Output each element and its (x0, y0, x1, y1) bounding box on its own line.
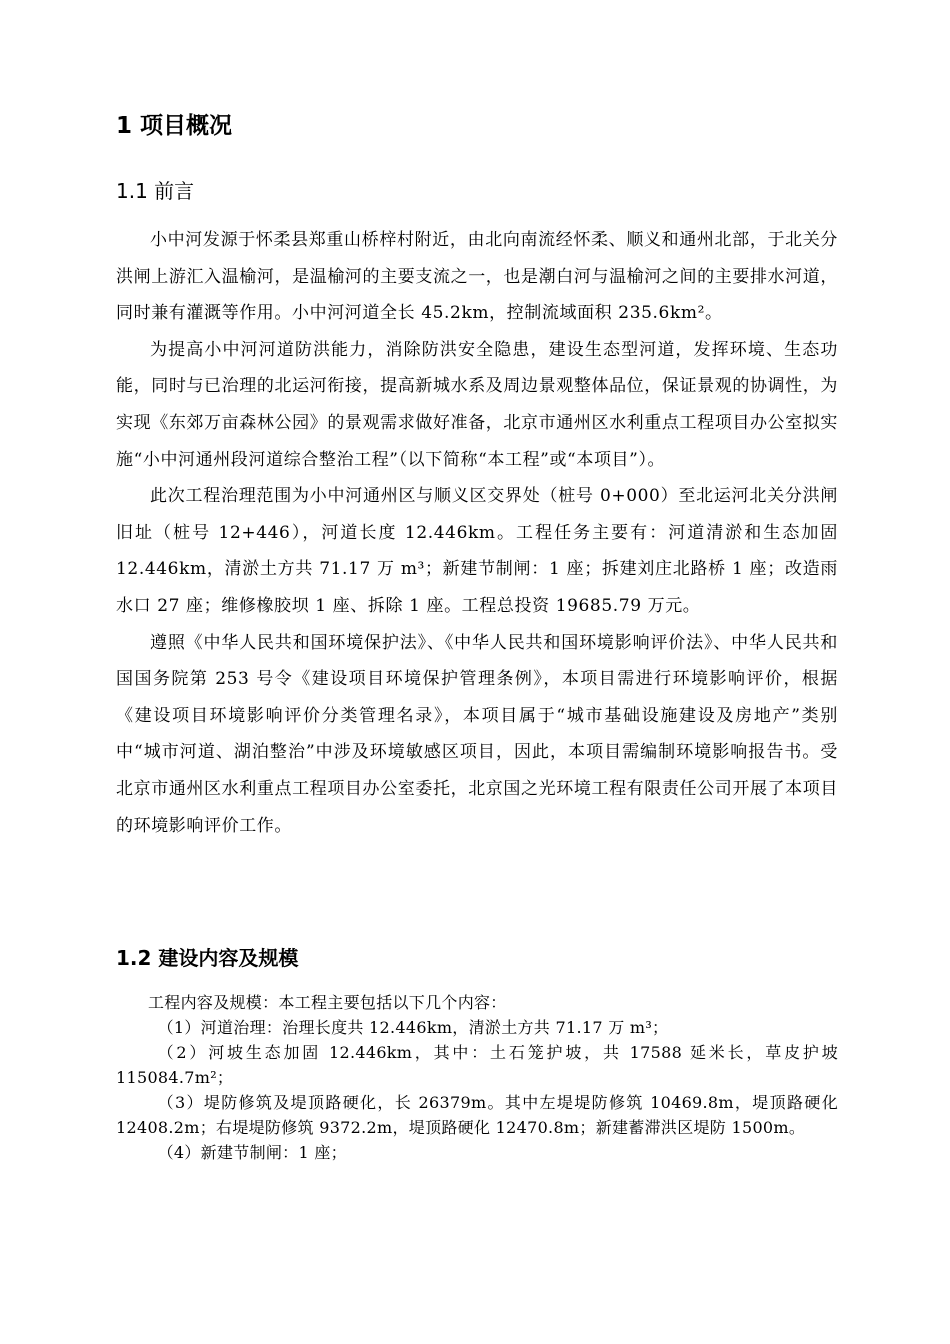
scope-lead-paragraph: 工程内容及规模：本工程主要包括以下几个内容： (148, 993, 507, 1012)
scope-list-item: （1）河道治理：治理长度共 12.446km，清淤土方共 71.17 万 m³； (157, 1018, 669, 1037)
paragraph: 此次工程治理范围为小中河通州区与顺义区交界处（桩号 0+000）至北运河北关分洪闸旧址（桩号 12+446），河道长度 12.446km。工程任务主要有：河道清淤和生态加固 12.446km，清淤土方共 71.17 万 m³；新建节制闸：1 座；拆建刘庄北路桥 1 座；改造雨水口 27 座；维修橡胶坝 1 座、拆除 1 座。工程总投资 19685.79 万元。 (116, 486, 838, 616)
construction-scope-body (116, 990, 838, 1165)
paragraph: 为提高小中河河道防洪能力，消除防洪安全隐患，建设生态型河道，发挥环境、生态功能，同时与已治理的北运河衔接，提高新城水系及周边景观整体品位，保证景观的协调性，为实现《东郊万亩森林公园》的景观需求做好准备，北京市通州区水利重点工程项目办公室拟实施“小中河通州段河道综合整治工程”（以下简称“本工程”或“本项目”）。 (116, 339, 838, 470)
scope-list-item: （2）河坡生态加固 12.446km，其中：土石笼护坡，共 17588 延米长，草皮护坡 115084.7m²； (116, 1043, 838, 1087)
chapter-heading: 1 项目概况 (116, 113, 233, 139)
paragraph: 遵照《中华人民共和国环境保护法》、《中华人民共和国环境影响评价法》、中华人民共和国国务院第 253 号令《建设项目环境保护管理条例》，本项目需进行环境影响评价，根据《建设项目环境影响评价分类管理名录》，本项目属于“城市基础设施建设及房地产”类别中“城市河道、湖泊整治”中涉及环境敏感区项目，因此，本项目需编制环境影响报告书。受北京市通州区水利重点工程项目办公室委托，北京国之光环境工程有限责任公司开展了本项目的环境影响评价工作。 (116, 632, 838, 836)
scope-list-item: （4）新建节制闸：1 座； (157, 1143, 347, 1162)
section-heading-construction-scope: 1.2 建设内容及规模 (116, 946, 299, 970)
section-heading-preface: 1.1 前言 (116, 179, 195, 203)
preface-body (116, 222, 838, 844)
scope-list-item: （3）堤防修筑及堤顶路硬化，长 26379m。其中左堤堤防修筑 10469.8m，堤顶路硬化 12408.2m；右堤堤防修筑 9372.2m，堤顶路硬化 12470.8m；新建蓄滞洪区堤防 1500m。 (116, 1093, 838, 1137)
paragraph: 小中河发源于怀柔县郑重山桥梓村附近，由北向南流经怀柔、顺义和通州北部，于北关分洪闸上游汇入温榆河，是温榆河的主要支流之一，也是潮白河与温榆河之间的主要排水河道，同时兼有灌溉等作用。小中河河道全长 45.2km，控制流域面积 235.6km²。 (116, 230, 838, 324)
